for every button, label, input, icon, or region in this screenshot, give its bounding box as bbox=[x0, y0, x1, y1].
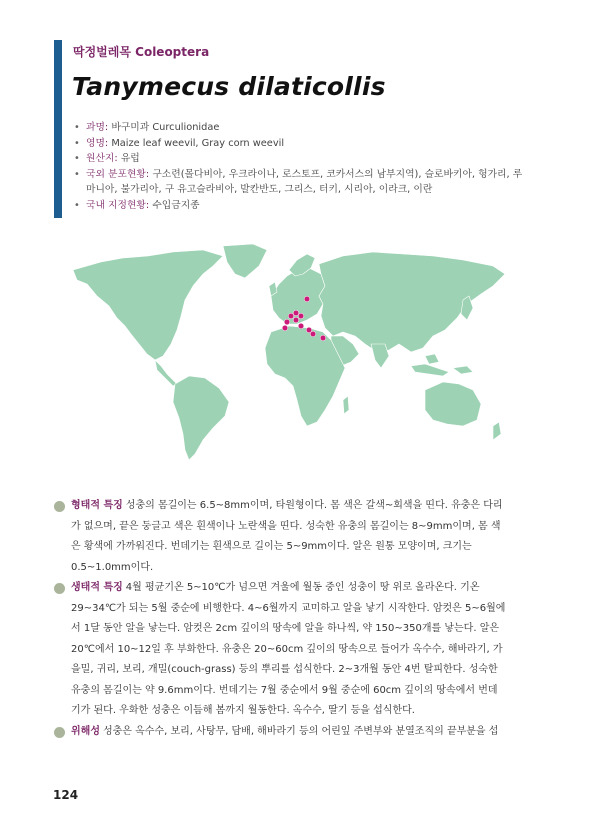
info-label: 원산지: bbox=[86, 153, 118, 164]
north-america-landmass bbox=[73, 250, 223, 360]
borneo-landmass bbox=[425, 354, 439, 364]
morphology-paragraph bbox=[54, 496, 506, 578]
distribution-marker bbox=[304, 296, 310, 302]
info-value: 유럽 bbox=[117, 153, 140, 164]
info-designation bbox=[74, 198, 524, 214]
info-family bbox=[74, 120, 524, 136]
distribution-marker bbox=[282, 325, 288, 331]
info-value: 구소련(몰다비아, 우크라이나, 로스토프, 코카서스의 남부지역), 슬로바키아, 헝가리, 루마니아, 불가리아, 구 유고슬라비아, 발칸반도, 그리스, 터키, 시리아, 이라크, 이란 bbox=[86, 168, 523, 195]
ecology-paragraph bbox=[54, 578, 506, 722]
bullet-dot-icon bbox=[54, 583, 65, 594]
distribution-marker bbox=[298, 313, 304, 319]
section-title: 위해성 bbox=[71, 725, 100, 737]
risk-paragraph bbox=[54, 722, 506, 743]
madagascar-landmass bbox=[343, 396, 349, 414]
info-value: 바구미과 Curculionidae bbox=[108, 122, 220, 133]
species-title: Tanymecus dilaticollis bbox=[72, 72, 386, 101]
australia-landmass bbox=[425, 382, 481, 426]
section-text: 성충은 옥수수, 보리, 사탕무, 담배, 해바라기 등의 어린잎 주변부와 분열조직의 끝부분을 섭 bbox=[102, 725, 499, 737]
distribution-marker bbox=[293, 310, 299, 316]
asia-landmass bbox=[319, 252, 505, 352]
info-label: 국외 분포현황: bbox=[86, 168, 150, 180]
new-guinea-landmass bbox=[453, 366, 473, 374]
distribution-marker bbox=[320, 335, 326, 341]
info-distribution bbox=[74, 167, 524, 198]
accent-bar bbox=[54, 40, 62, 218]
greenland-landmass bbox=[223, 244, 267, 278]
order-label: 딱정벌레목 Coleoptera bbox=[73, 45, 210, 59]
section-title: 생태적 특징 bbox=[71, 582, 123, 593]
description-body bbox=[54, 496, 506, 742]
info-origin bbox=[74, 151, 524, 167]
info-label: 영명: bbox=[86, 137, 109, 149]
info-value: 수입금지종 bbox=[149, 199, 200, 211]
south-america-landmass bbox=[173, 376, 229, 460]
distribution-marker bbox=[284, 319, 290, 325]
central-america-landmass bbox=[155, 360, 177, 386]
info-value: Maize leaf weevil, Gray corn weevil bbox=[108, 137, 285, 149]
info-label: 과명: bbox=[86, 122, 109, 133]
distribution-marker bbox=[310, 331, 316, 337]
bullet-dot-icon bbox=[54, 501, 65, 512]
section-text: 성충의 몸길이는 6.5~8mm이며, 타원형이다. 몸 색은 갈색~회색을 띤다. 유충은 다리가 없으며, 끝은 둥글고 색은 흰색이나 노란색을 띤다. 성숙한 유충의 몸길이는 8~9mm이며, 몸 색은 황색에 가까워진다. 번데기는 흰색으로 길이는 5~9mm이다. 알은 원통 모양이며, 크기는 0.5~1.0mm이다. bbox=[71, 500, 503, 573]
distribution-marker bbox=[288, 313, 294, 319]
world-distribution-map bbox=[53, 240, 515, 462]
section-text: 4월 평균기온 5~10℃가 넘으면 겨울에 월동 중인 성충이 땅 위로 올라온다. 기온 29~34℃가 되는 5월 중순에 비행한다. 4~6월까지 교미하고 알을 낳기 시작한다. 암컷은 5~6월에서 1달 동안 알을 낳는다. 암컷은 2cm 깊이의 땅속에 알을 하나씩, 약 150~350개를 낳는다. 알은 20℃에서 10~12일 후 부화한다. 유충은 20~60cm 깊이의 땅속으로 들어가 옥수수, 해바라기, 가을밀, 귀리, 보리, 개밀(couch-grass) 등의 뿌리를 섭식한다. 2~3개월 동안 4번 탈피한다. 성숙한 유충의 몸길이는 약 9.6mm이다. 번데기는 7월 중순에서 9월 중순에 60cm 깊이의 땅속에서 번데기가 된다. 우화한 성충은 이듬해 봄까지 월동한다. 옥수수, 딸기 등을 섭식한다. bbox=[71, 582, 506, 716]
info-english-name bbox=[74, 136, 524, 152]
new-zealand-landmass bbox=[493, 422, 501, 440]
species-info-list bbox=[74, 120, 524, 213]
indonesia-landmass bbox=[411, 364, 449, 376]
bullet-dot-icon bbox=[54, 727, 65, 738]
distribution-marker bbox=[298, 323, 304, 329]
info-label: 국내 지정현황: bbox=[86, 199, 150, 211]
distribution-marker bbox=[293, 317, 299, 323]
page-number: 124 bbox=[53, 788, 79, 802]
india-landmass bbox=[371, 344, 389, 368]
section-title: 형태적 특징 bbox=[71, 500, 123, 511]
